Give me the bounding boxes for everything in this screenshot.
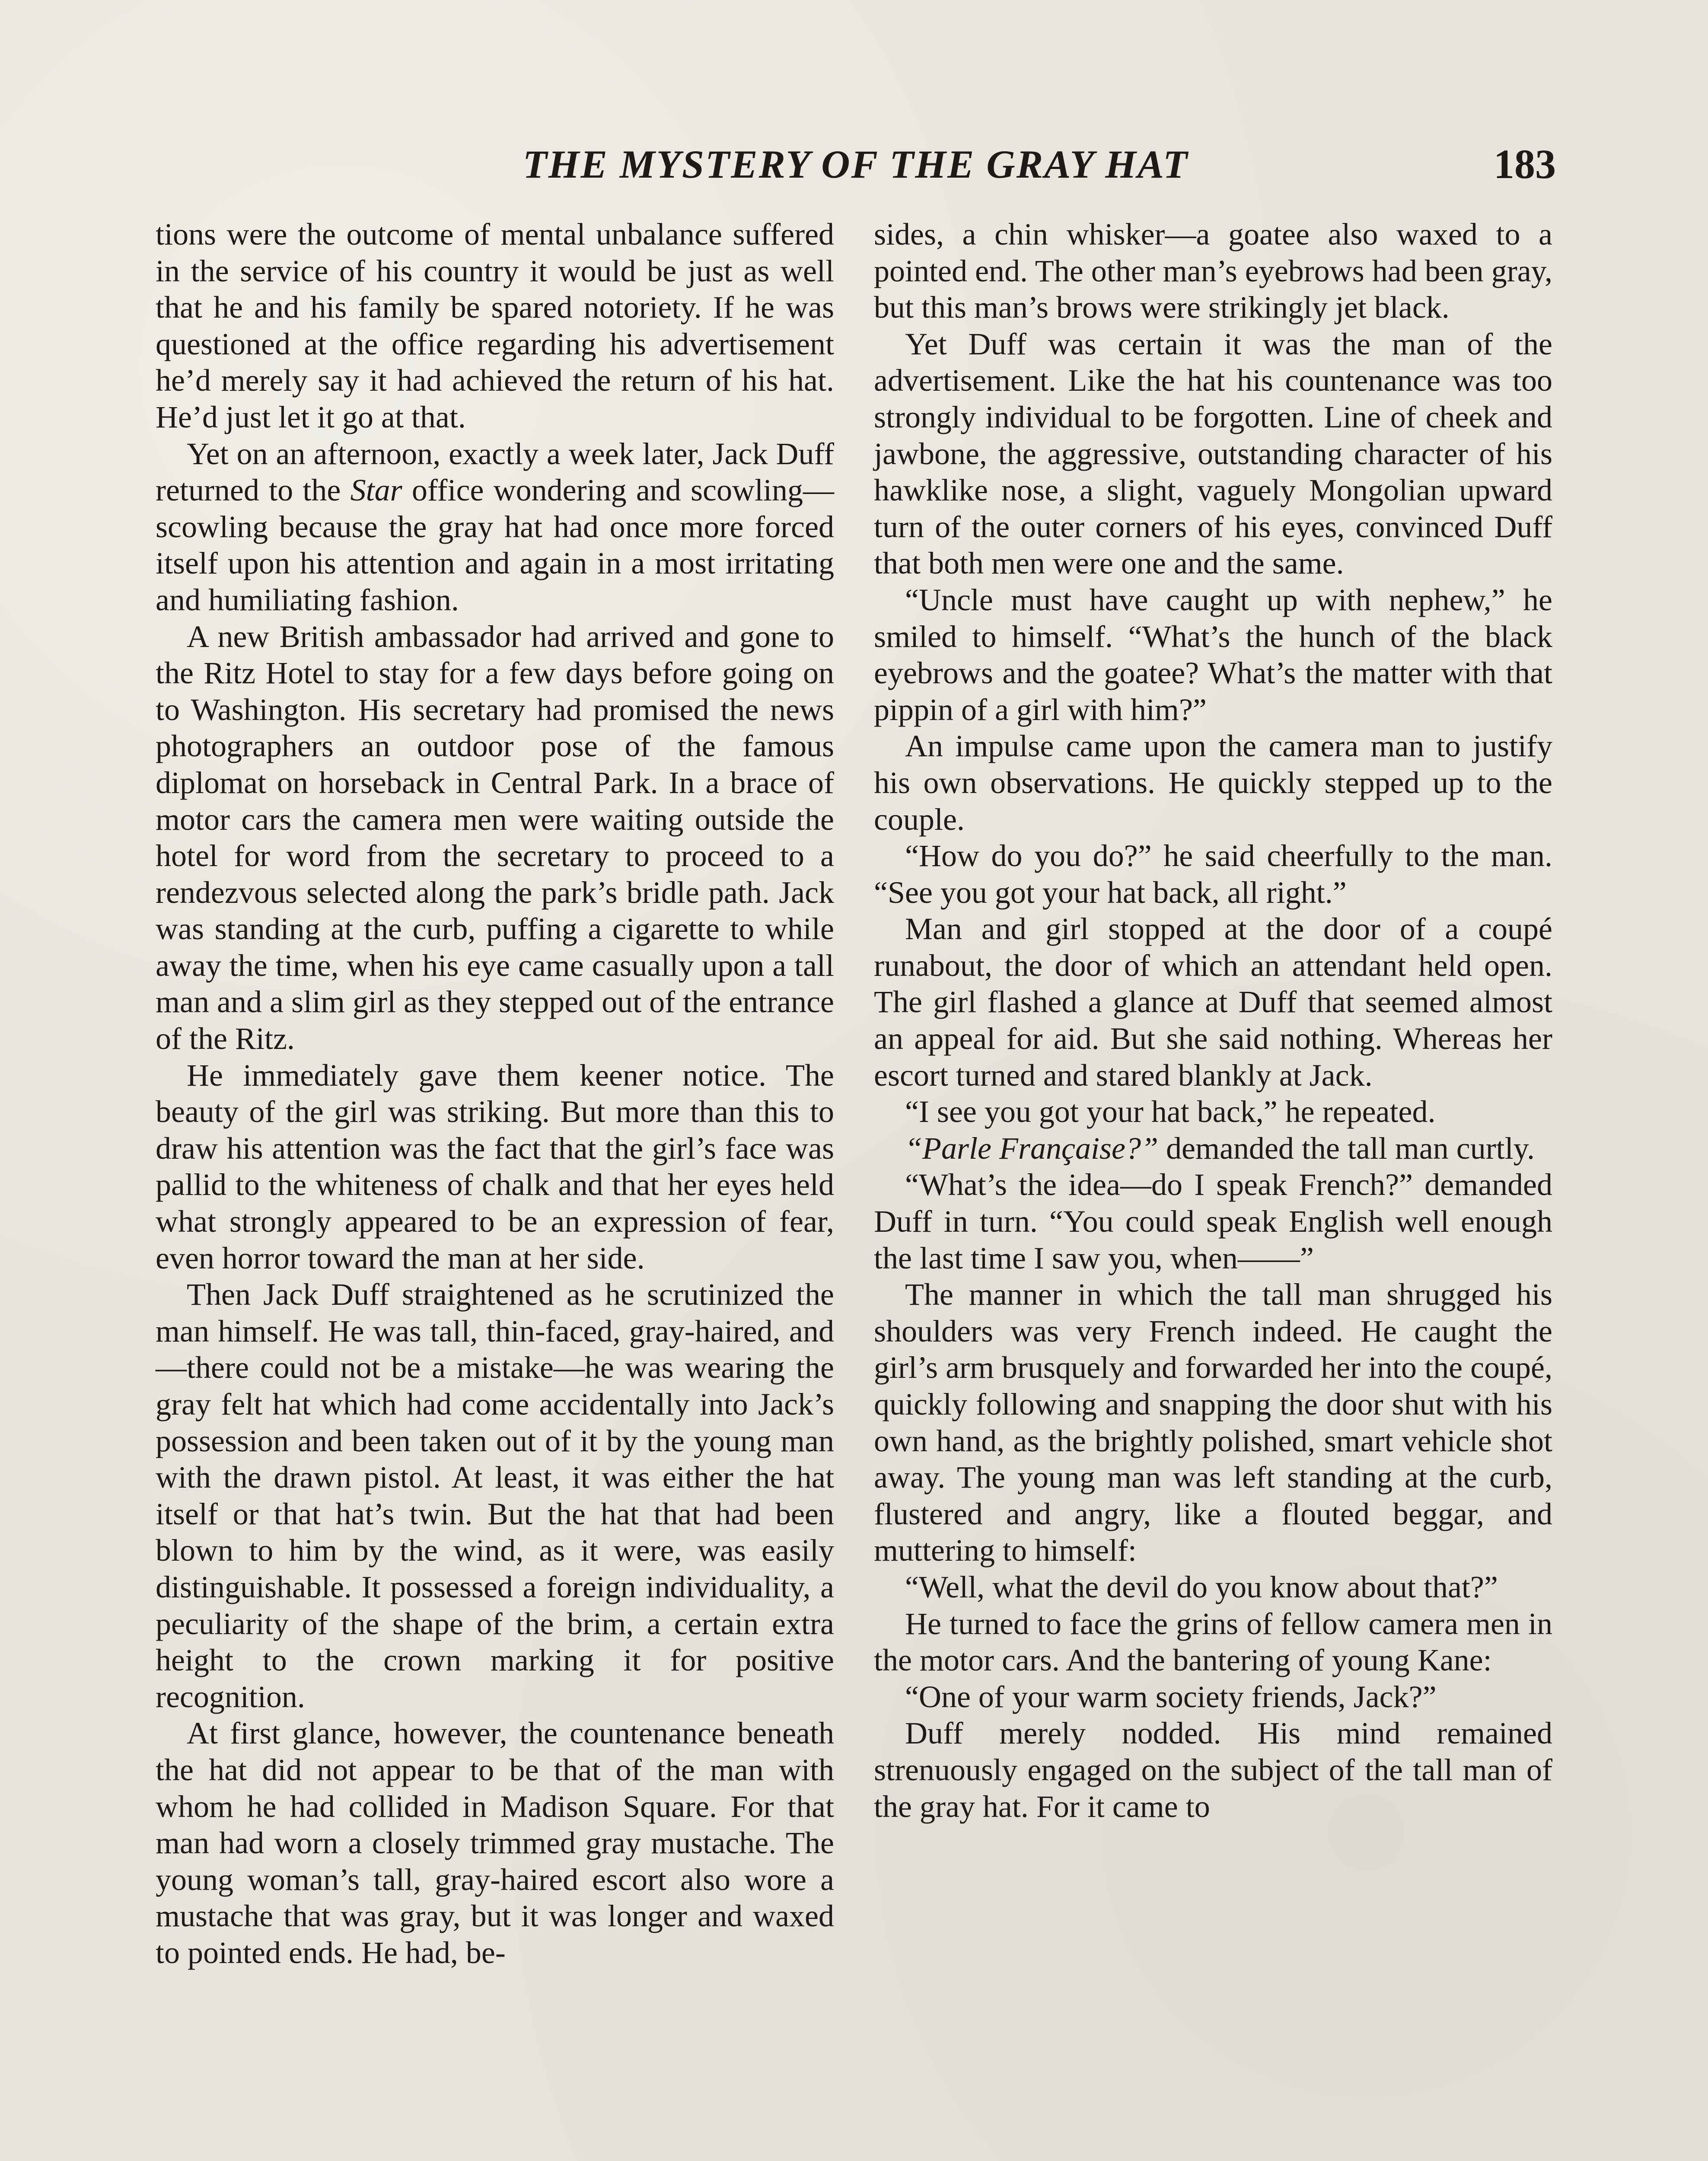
- running-title: THE MYSTERY OF THE GRAY HAT: [523, 142, 1189, 186]
- newspaper-name: Star: [350, 473, 402, 508]
- paragraph: “One of your warm society friends, Jack?”: [905, 1679, 1437, 1714]
- paragraph: [874, 1130, 1552, 1167]
- paragraph: “I see you got your hat back,” he repeated.: [905, 1094, 1436, 1129]
- paragraph-text: Yet on an afternoon, exactly a week later, Jack Duff returned to the: [156, 436, 834, 508]
- paragraph: He immediately gave them keener notice. The beauty of the girl was striking. But more than this to draw his attention was the fact that the girl’s face was pallid to the whiteness of chalk and that her eyes held what strongly appeared to be an expression of fear, even horror toward the man at her side.: [156, 1058, 834, 1275]
- paragraph: [156, 436, 834, 618]
- paragraph: Then Jack Duff straightened as he scrutinized the man himself. He was tall, thin-faced, gray-haired, and—there could not be a mistake—he was wearing the gray felt hat which had come accidentally into Jack’s possession and been taken out of it by the young man with the drawn pistol. At least, it was either the hat itself or that hat’s twin. But the hat that had been blown to him by the wind, as it were, was easily distinguishable. It possessed a foreign individuality, a peculiarity of the shape of the brim, a certain extra height to the crown marking it for positive recognition.: [156, 1277, 834, 1714]
- paragraph: “How do you do?” he said cheerfully to the man. “See you got your hat back, all right.”: [874, 838, 1552, 910]
- page-number: 183: [1494, 141, 1556, 187]
- paragraph: A new British ambassador had arrived and gone to the Ritz Hotel to stay for a few days before going on to Washington. His secretary had promised the news photographers an outdoor pose of the famous diplomat on horseback in Central Park. In a brace of motor cars the camera men were waiting outside the hotel for word from the secretary to proceed to a rendezvous selected along the park’s bridle path. Jack was standing at the curb, puffing a cigarette to while away the time, when his eye came casually upon a tall man and a slim girl as they stepped out of the entrance of the Ritz.: [156, 619, 834, 1056]
- paragraph: Yet Duff was certain it was the man of the advertisement. Like the hat his countenance was too strongly individual to be forgotten. Line of cheek and jawbone, the aggressive, outstanding character of his hawklike nose, a slight, vaguely Mongolian upward turn of the outer corners of his eyes, convinced Duff that both men were one and the same.: [874, 326, 1552, 581]
- paragraph: sides, a chin whisker—a goatee also waxed to a pointed end. The other man’s eyebrows had been gray, but this man’s brows were strikingly jet black.: [874, 217, 1552, 325]
- paragraph: Duff merely nodded. His mind remained strenuously engaged on the subject of the tall man of the gray hat. For it came to: [874, 1716, 1552, 1824]
- paragraph: tions were the outcome of mental unbalance suffered in the service of his country it would be just as well that he and his family be spared notoriety. If he was questioned at the office regarding his advertisement he’d merely say it had achieved the return of his hat. He’d just let it go at that.: [156, 217, 834, 434]
- page-header: [156, 130, 1556, 199]
- french-question: “Parle Française?”: [905, 1131, 1158, 1166]
- paragraph: An impulse came upon the camera man to justify his own observations. He quickly stepped up to the couple.: [874, 729, 1552, 837]
- paragraph: He turned to face the grins of fellow camera men in the motor cars. And the bantering of young Kane:: [874, 1606, 1552, 1678]
- paragraph: “Uncle must have caught up with nephew,” he smiled to himself. “What’s the hunch of the black eyebrows and the goatee? What’s the matter with that pippin of a girl with him?”: [874, 582, 1552, 727]
- paragraph: “Well, what the devil do you know about that?”: [905, 1569, 1498, 1604]
- paragraph: At first glance, however, the countenance beneath the hat did not appear to be that of the man with whom he had collided in Madison Square. For that man had worn a closely trimmed gray mustache. The young woman’s tall, gray-haired escort also wore a mustache that was gray, but it was longer and waxed to pointed ends. He had, be-: [156, 1716, 834, 1970]
- paragraph: Man and girl stopped at the door of a coupé runabout, the door of which an attendant held open. The girl flashed a glance at Duff that seemed almost an appeal for aid. But she said nothing. Whereas her escort turned and stared blankly at Jack.: [874, 912, 1552, 1093]
- paragraph-text: office wondering and scowling—scowling because the gray hat had once more forced itself upon his attention and again in a most irritating and humiliating fashion.: [156, 473, 834, 617]
- left-column: [156, 216, 834, 1971]
- paragraph: “What’s the idea—do I speak French?” demanded Duff in turn. “You could speak English well enough the last time I saw you, when——”: [874, 1167, 1552, 1275]
- right-column: [874, 216, 1552, 1825]
- paragraph-text: demanded the tall man curtly.: [1158, 1131, 1535, 1166]
- paragraph: The manner in which the tall man shrugged his shoulders was very French indeed. He caught the girl’s arm brusquely and forwarded her into the coupé, quickly following and snapping the door shut with his own hand, as the brightly polished, smart vehicle shot away. The young man was left standing at the curb, flustered and angry, like a flouted beggar, and muttering to himself:: [874, 1277, 1552, 1568]
